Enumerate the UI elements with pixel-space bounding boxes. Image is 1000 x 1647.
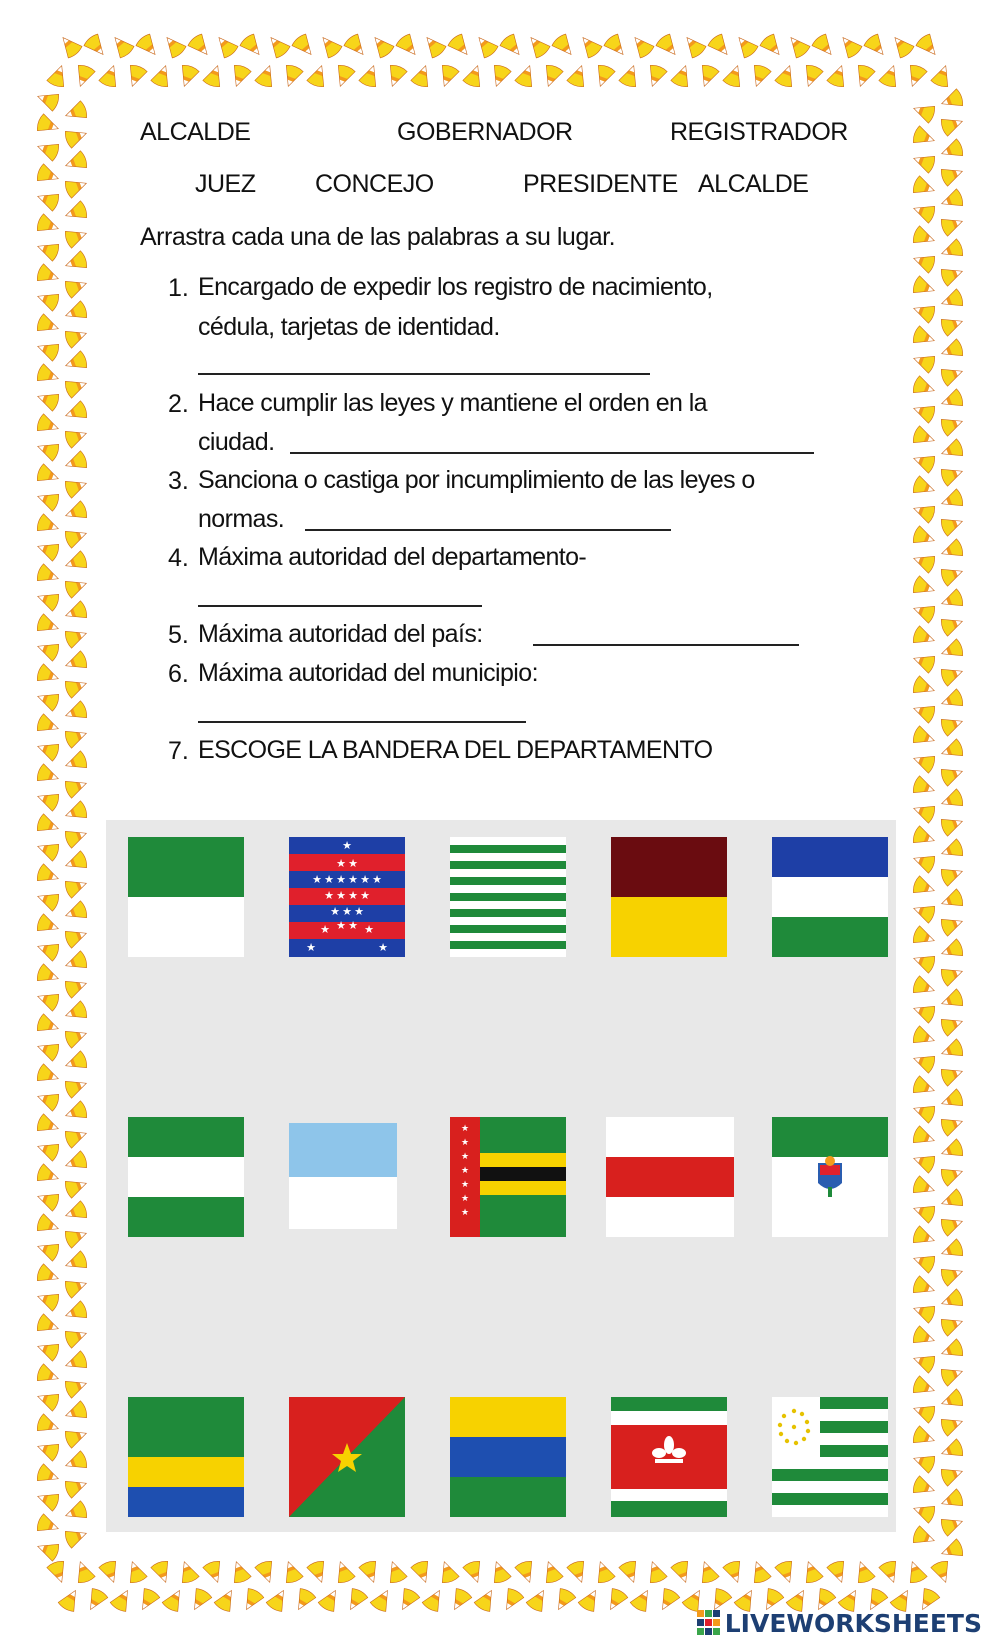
svg-text:★: ★ [360,889,370,902]
svg-text:★: ★ [460,1152,470,1162]
svg-text:★: ★ [460,1138,470,1148]
liveworksheets-watermark [697,1607,982,1639]
instructions-text: Arrastra cada una de las palabras a su lugar. [140,223,616,251]
answer-3-blank[interactable] [305,529,671,531]
question-1-line2: cédula, tarjetas de identidad. [198,313,500,341]
svg-text:★: ★ [312,873,322,886]
question-7-number: 7. [168,737,189,765]
flag-selection-panel [106,820,896,1532]
answer-4-blank[interactable] [198,605,482,607]
flag-option-2[interactable] [289,837,405,957]
flag-option-6[interactable] [128,1117,244,1237]
question-2-number: 2. [168,390,189,418]
flag-option-1[interactable] [128,837,244,957]
svg-text:★: ★ [348,919,358,932]
svg-text:★: ★ [324,889,334,902]
flag-option-5[interactable] [772,837,888,957]
question-7-line1: ESCOGE LA BANDERA DEL DEPARTAMENTO [198,736,713,764]
svg-text:★: ★ [460,1194,470,1204]
svg-text:★: ★ [330,905,340,918]
question-2-line1: Hace cumplir las leyes y mantiene el orden en la [198,389,707,417]
liveworksheets-logo-icon [697,1610,721,1636]
flag-option-11[interactable] [128,1397,244,1517]
word-presidente[interactable]: PRESIDENTE [523,170,678,198]
word-gobernador[interactable]: GOBERNADOR [397,118,573,146]
svg-text:★: ★ [320,923,330,936]
svg-text:★: ★ [460,1180,470,1190]
answer-1-blank[interactable] [198,373,650,375]
question-1-line1: Encargado de expedir los registro de nacimiento, [198,273,713,301]
svg-text:★: ★ [460,1166,470,1176]
svg-text:★: ★ [348,889,358,902]
question-4-number: 4. [168,544,189,572]
svg-text:★: ★ [336,873,346,886]
word-alcalde-1[interactable]: ALCALDE [140,118,251,146]
svg-text:★: ★ [306,941,316,954]
flag-option-12[interactable] [289,1397,405,1517]
flag-option-7[interactable] [289,1117,405,1237]
svg-text:★: ★ [372,873,382,886]
svg-text:★: ★ [336,919,346,932]
svg-text:★: ★ [324,873,334,886]
flag-option-15[interactable] [772,1397,888,1517]
question-5-number: 5. [168,621,189,649]
answer-2-blank[interactable] [290,452,814,454]
flag-option-8[interactable] [450,1117,566,1237]
word-registrador[interactable]: REGISTRADOR [670,118,848,146]
answer-5-blank[interactable] [533,644,799,646]
word-juez[interactable]: JUEZ [195,170,256,198]
question-5-line1: Máxima autoridad del país: [198,620,483,648]
svg-text:★: ★ [336,889,346,902]
flag-option-3[interactable] [450,837,566,957]
question-3-number: 3. [168,467,189,495]
flag-option-14[interactable] [611,1397,727,1517]
question-2-line2: ciudad. [198,428,275,456]
question-3-line2: normas. [198,505,285,533]
question-4-line1: Máxima autoridad del departamento- [198,543,587,571]
svg-text:★: ★ [354,905,364,918]
svg-text:★: ★ [460,1124,470,1134]
question-6-line1: Máxima autoridad del municipio: [198,659,538,687]
flag-option-9[interactable] [606,1117,734,1237]
svg-text:★: ★ [360,873,370,886]
svg-text:★: ★ [364,923,374,936]
question-6-number: 6. [168,660,189,688]
flag-option-4[interactable] [611,837,727,957]
svg-text:★: ★ [348,873,358,886]
svg-text:★: ★ [348,857,358,870]
watermark-text: LIVEWORKSHEETS [724,1608,982,1638]
flag-option-13[interactable] [450,1397,566,1517]
svg-text:★: ★ [336,857,346,870]
flag-option-10[interactable] [772,1117,888,1237]
svg-text:★: ★ [342,905,352,918]
question-1-number: 1. [168,274,189,302]
question-3-line1: Sanciona o castiga por incumplimiento de las leyes o [198,466,755,494]
answer-6-blank[interactable] [198,721,526,723]
word-concejo[interactable]: CONCEJO [315,170,434,198]
word-alcalde-2[interactable]: ALCALDE [698,170,809,198]
svg-text:★: ★ [460,1208,470,1218]
svg-text:★: ★ [342,839,352,852]
svg-text:★: ★ [378,941,388,954]
